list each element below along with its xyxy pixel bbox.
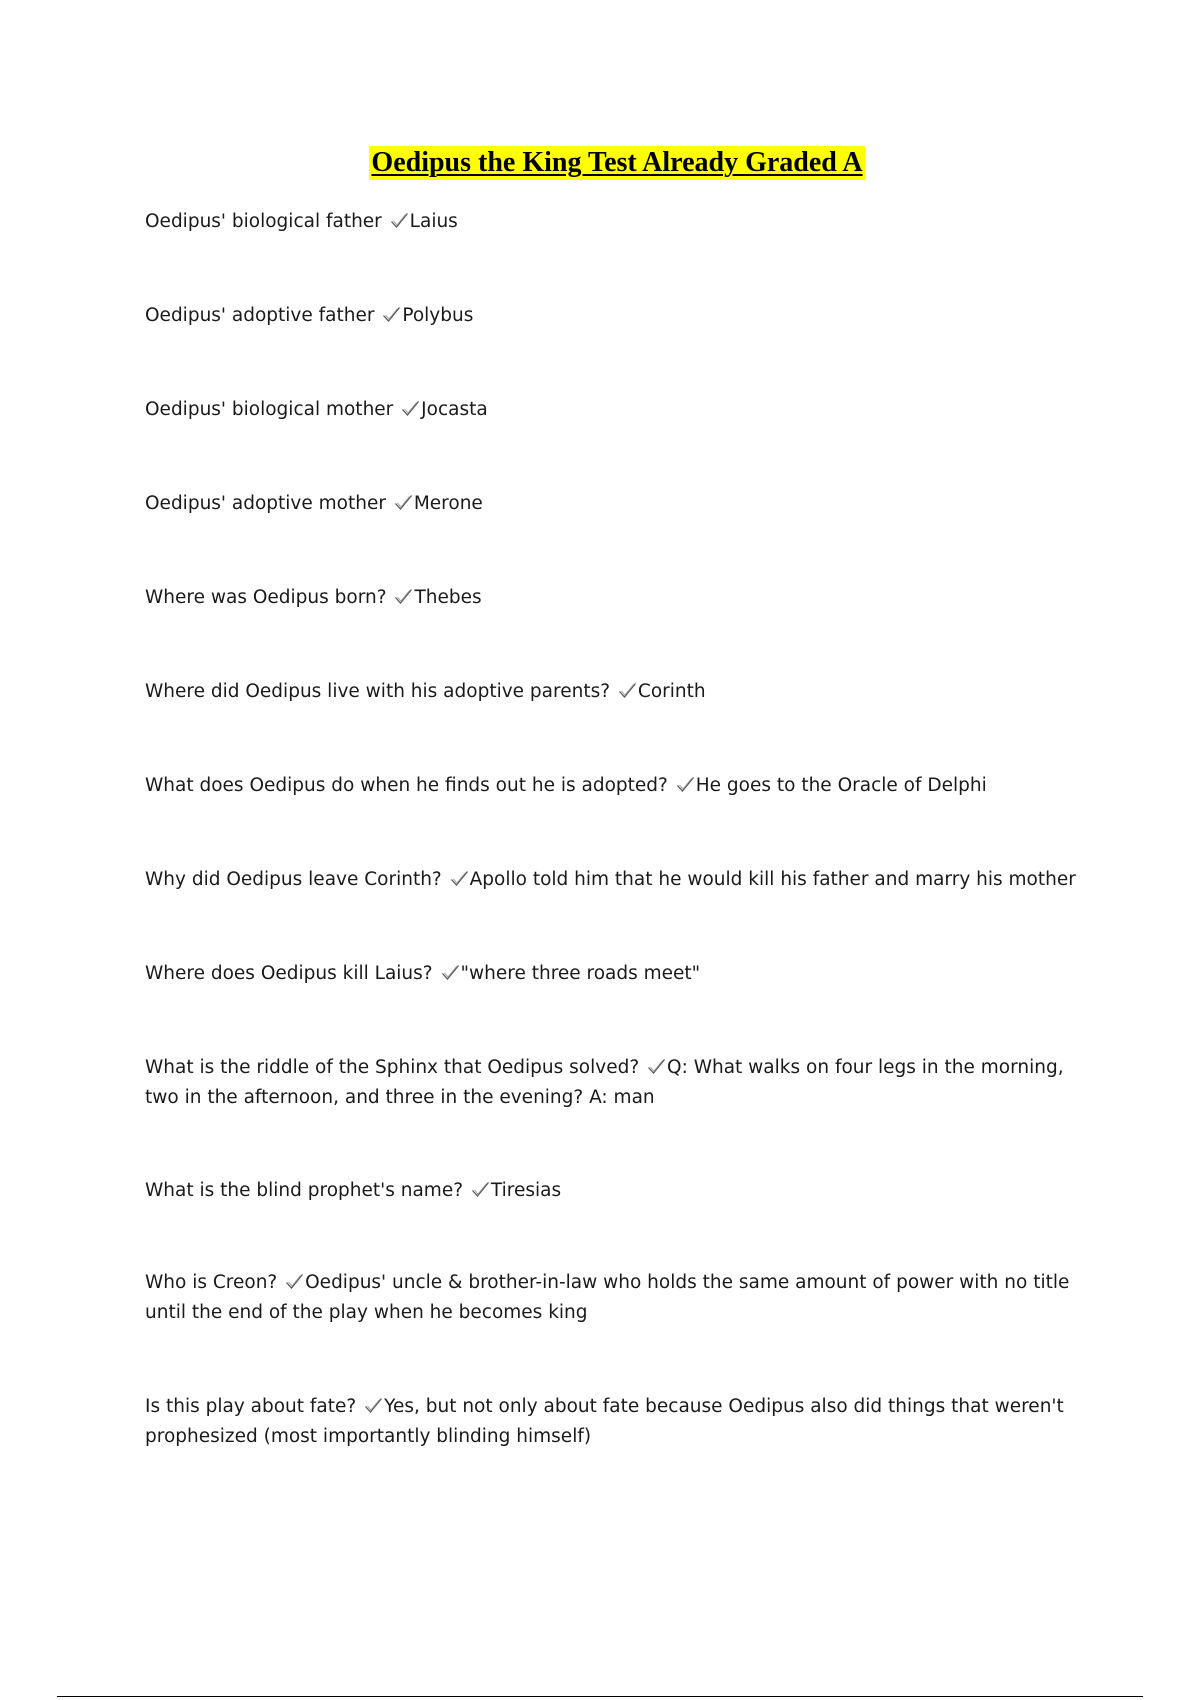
qa-item: [145, 771, 1080, 801]
question-text: Oedipus' adoptive mother: [145, 493, 392, 514]
qa-item: [145, 677, 1080, 707]
check-icon: [441, 964, 460, 981]
qa-item: [145, 583, 1080, 613]
qa-item: [145, 865, 1080, 895]
question-text: Oedipus' biological mother: [145, 399, 400, 420]
answer-text: Laius: [409, 211, 458, 232]
qa-item: [145, 395, 1080, 425]
check-icon: [647, 1058, 666, 1075]
answer-text: "where three roads meet": [460, 963, 701, 984]
check-icon: [401, 400, 420, 417]
question-text: Oedipus' biological father: [145, 211, 388, 232]
qa-item: [145, 1268, 1080, 1328]
qa-item: [145, 207, 1080, 237]
question-text: Oedipus' adoptive father: [145, 305, 381, 326]
answer-text: He goes to the Oracle of Delphi: [695, 775, 987, 796]
answer-text: Oedipus' uncle & brother-in-law who holds the same amount of power with no title until the end of the play when he becomes king: [145, 1272, 1070, 1323]
qa-item: [145, 489, 1080, 519]
question-text: Where did Oedipus live with his adoptive parents?: [145, 681, 616, 702]
question-text: What is the riddle of the Sphinx that Oedipus solved?: [145, 1057, 646, 1078]
answer-text: Yes, but not only about fate because Oedipus also did things that weren't prophesized (most importantly blinding himself): [145, 1396, 1064, 1447]
qa-item: [145, 301, 1080, 331]
question-text: Why did Oedipus leave Corinth?: [145, 869, 448, 890]
check-icon: [471, 1181, 490, 1198]
answer-text: Corinth: [637, 681, 706, 702]
footer-divider: [57, 1696, 1143, 1697]
answer-text: Apollo told him that he would kill his father and marry his mother: [469, 869, 1076, 890]
answer-text: Tiresias: [490, 1180, 562, 1201]
check-icon: [676, 776, 695, 793]
answer-text: Merone: [413, 493, 483, 514]
question-text: Who is Creon?: [145, 1272, 284, 1293]
check-icon: [618, 682, 637, 699]
question-text: Is this play about fate?: [145, 1396, 363, 1417]
answer-text: Q: What walks on four legs in the morning, two in the afternoon, and three in the evening? A: man: [145, 1057, 1064, 1108]
check-icon: [364, 1397, 383, 1414]
page-title: Oedipus the King Test Already Graded A: [371, 147, 863, 178]
qa-item: [145, 1392, 1080, 1452]
check-icon: [285, 1273, 304, 1290]
check-icon: [390, 212, 409, 229]
qa-item: [145, 959, 1080, 989]
check-icon: [394, 588, 413, 605]
qa-item: [145, 1053, 1080, 1113]
question-text: What does Oedipus do when he finds out he is adopted?: [145, 775, 674, 796]
page-title-container: [0, 141, 1200, 180]
answer-text: Jocasta: [421, 399, 488, 420]
qa-item: [145, 1176, 1080, 1206]
check-icon: [382, 306, 401, 323]
question-text: Where does Oedipus kill Laius?: [145, 963, 439, 984]
answer-text: Polybus: [402, 305, 474, 326]
check-icon: [394, 494, 413, 511]
question-text: What is the blind prophet's name?: [145, 1180, 469, 1201]
check-icon: [450, 870, 469, 887]
answer-text: Thebes: [414, 587, 482, 608]
question-text: Where was Oedipus born?: [145, 587, 393, 608]
